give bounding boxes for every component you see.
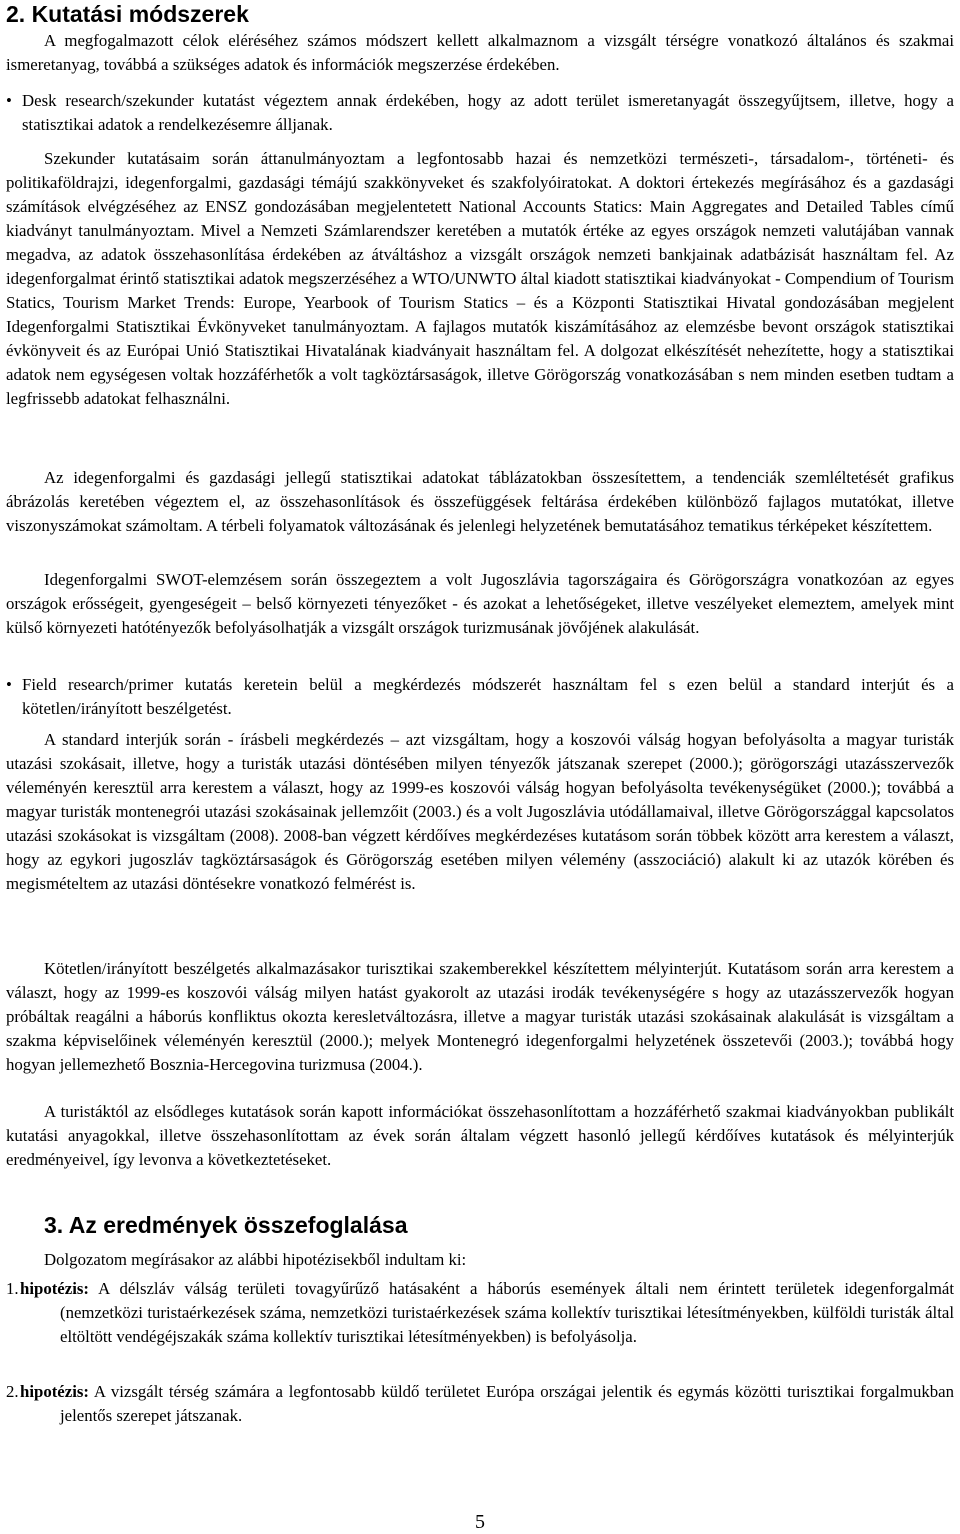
hypothesis-2-text: A vizsgált térség számára a legfontosabb küldő területet Európa országai jelentik és egymás közötti turisztikai forgalmukban jelentős szerepet játszanak.	[60, 1382, 954, 1425]
paragraph-guided-conversations: Kötetlen/irányított beszélgetés alkalmazásakor turisztikai szakemberekkel készítettem mélyinterjút. Kutatásom során arra kerestem a választ, hogy az 1999-es koszovói válság milyen hatást gyakorolt az utazási irodák tevékenységére s hogy az utazásszervezők hogyan próbáltak reagálni a háborús konfliktus okozta keresletváltozásra, illetve a magyar turisták utazási szokásainak alakulását is vizsgáltam a szakma képviselőinek véleményén keresztül (2000.); melyek Montenegró idegenforgalmi helyzetének összetevői (2003.); továbbá hogy hogyan jellemezhető Bosznia-Hercegovina turizmusa (2004.).	[6, 959, 954, 1074]
paragraph-comparison: A turistáktól az elsődleges kutatások során kapott információkat összehasonlítottam a hozzáférhető szakmai kiadványokban publikált kutatási anyagokkal, illetve összehasonlítottam az évek során általam végzett hasonló jellegű kérdőíves kutatások és mélyinterjúk eredményeivel, így levonva a következtetéseket.	[6, 1102, 954, 1169]
hypothesis-1-body	[20, 1277, 954, 1349]
bullet-field-research-text: Field research/primer kutatás keretein belül a megkérdezés módszerét használtam fel s ezen belül a standard interjút és a kötetlen/irányított beszélgetést.	[22, 675, 954, 718]
bullet-dot-icon: •	[6, 675, 12, 694]
bullet-desk-research	[6, 89, 954, 137]
paragraph-data-processing: Az idegenforgalmi és gazdasági jellegű statisztikai adatokat táblázatokban összesítettem, a tendenciák szemléltetését grafikus ábrázolás keretében végeztem el, az összehasonlítások és összefüggések feltárása érdekében különböző fajlagos mutatókat, illetve viszonyszámokat számoltam. A térbeli folyamatok változásának és jelenlegi helyzetének bemutatásához tematikus térképeket készítettem.	[6, 468, 954, 535]
section-3-heading: 3. Az eredmények összefoglalása	[44, 1212, 408, 1238]
hypothesis-2-body	[20, 1380, 954, 1428]
section-2-intro: A megfogalmazott célok eléréséhez számos módszert kellett alkalmaznom a vizsgált térségre vonatkozó általános és szakmai ismeretanyag, továbbá a szükséges adatok és információk megszerzése érdekében.	[6, 31, 954, 74]
bullet-field-research	[6, 673, 954, 721]
page-number: 5	[475, 1511, 485, 1533]
hypothesis-2	[6, 1380, 954, 1428]
hypothesis-1-number: 1.	[6, 1279, 19, 1298]
bullet-desk-research-text: Desk research/szekunder kutatást végeztem annak érdekében, hogy az adott terület ismeretanyagát összegyűjtsem, illetve, hogy a statisztikai adatok a rendelkezésemre álljanak.	[22, 91, 954, 134]
paragraph-secondary-research: Szekunder kutatásaim során áttanulmányoztam a legfontosabb hazai és nemzetközi természeti-, társadalom-, történeti- és politikaföldrajzi, idegenforgalmi, gazdasági témájú szakkönyveket és szakfolyóiratokat. A doktori értekezés megírásához és a gazdasági számítások elvégzéséhez az ENSZ gondozásában megjelentetett National Accounts Statics: Main Aggregates and Detailed Tables című kiadványt tanulmányoztam. Mivel a Nemzeti Számlarendszer keretében a mutatók értéke az egyes országok nemzeti valutájában vannak megadva, az adatok összehasonlítása érdekében az átváltáshoz a vizsgált országok nemzeti bankjainak adatbázisát használtam fel. Az idegenforgalmat érintő statisztikai adatok megszerzéséhez a WTO/UNWTO által kiadott statisztikai kiadványokat - Compendium of Tourism Statics, Tourism Market Trends: Europe, Yearbook of Tourism Statics – és a Központi Statisztikai Hivatal gondozásában megjelent Idegenforgalmi Statisztikai Évkönyveket tanulmányoztam. A fajlagos mutatók kiszámításához az elemzésbe bevont országok statisztikai évkönyveit és az Európai Unió Statisztikai Hivatalának kiadványait használtam fel. A dolgozat elkészítését nehezítette, hogy a statisztikai adatok nem egységesen voltak hozzáférhetők a volt tagköztársaságok, illetve Görögország vonatkozásában s nem minden esetben tudtam a legfrissebb adatokat felhasználni.	[6, 149, 954, 408]
hypothesis-1-label: hipotézis:	[20, 1279, 89, 1298]
section-3-intro: Dolgozatom megírásakor az alábbi hipotézisekből indultam ki:	[44, 1250, 467, 1269]
hypothesis-1	[6, 1277, 954, 1349]
paragraph-swot-analysis: Idegenforgalmi SWOT-elemzésem során összegeztem a volt Jugoszlávia tagországaira és Görögországra vonatkozóan az egyes országok erősségeit, gyengeségeit – belső környezeti tényezőket - és azokat a lehetőségeket, illetve veszélyeket elemeztem, amelyek mint külső környezeti hatótényezők befolyásolhatják a vizsgált országok turizmusának jövőjének alakulását.	[6, 570, 954, 637]
hypothesis-2-label: hipotézis:	[20, 1382, 89, 1401]
bullet-dot-icon: •	[6, 91, 12, 110]
hypothesis-1-text: A délszláv válság területi tovagyűrűző hatásaként a háborús események általi nem érintett területek idegenforgalmát (nemzetközi turistaérkezések száma, nemzetközi turistaérkezések száma kollektív turisztikai létesítményekben, külföldi turisták által eltöltött vendégéjszakák száma kollektív turisztikai létesítményekben) is befolyásolja.	[60, 1279, 954, 1346]
section-2-heading: 2. Kutatási módszerek	[6, 1, 249, 27]
paragraph-standard-interviews: A standard interjúk során - írásbeli megkérdezés – azt vizsgáltam, hogy a koszovói válság hogyan befolyásolta a magyar turisták utazási szokásait, illetve, hogy a turisták utazási döntésében milyen tényezők játszanak szerepet (2000.); görögországi utazásszervezők véleményén keresztül arra kerestem a választ, hogy az 1999-es koszovói válság hogyan befolyásolta tevékenységüket (2000.); továbbá a magyar turisták montenegrói utazási szokásainak jellemzőit (2003.) és a volt Jugoszlávia utódállamaival, illetve Görögországgal kapcsolatos utazási szokásokat is vizsgáltam (2008). 2008-ban végzett kérdőíves megkérdezéses kutatásom során többek között arra kerestem a választ, hogy az egykori jugoszláv tagköztársaságok és Görögország esetében milyen vélemény (asszociáció) alakult ki az utazók körében és megismételtem az utazási döntésekre vonatkozó felmérést is.	[6, 730, 954, 893]
hypothesis-2-number: 2.	[6, 1382, 19, 1401]
